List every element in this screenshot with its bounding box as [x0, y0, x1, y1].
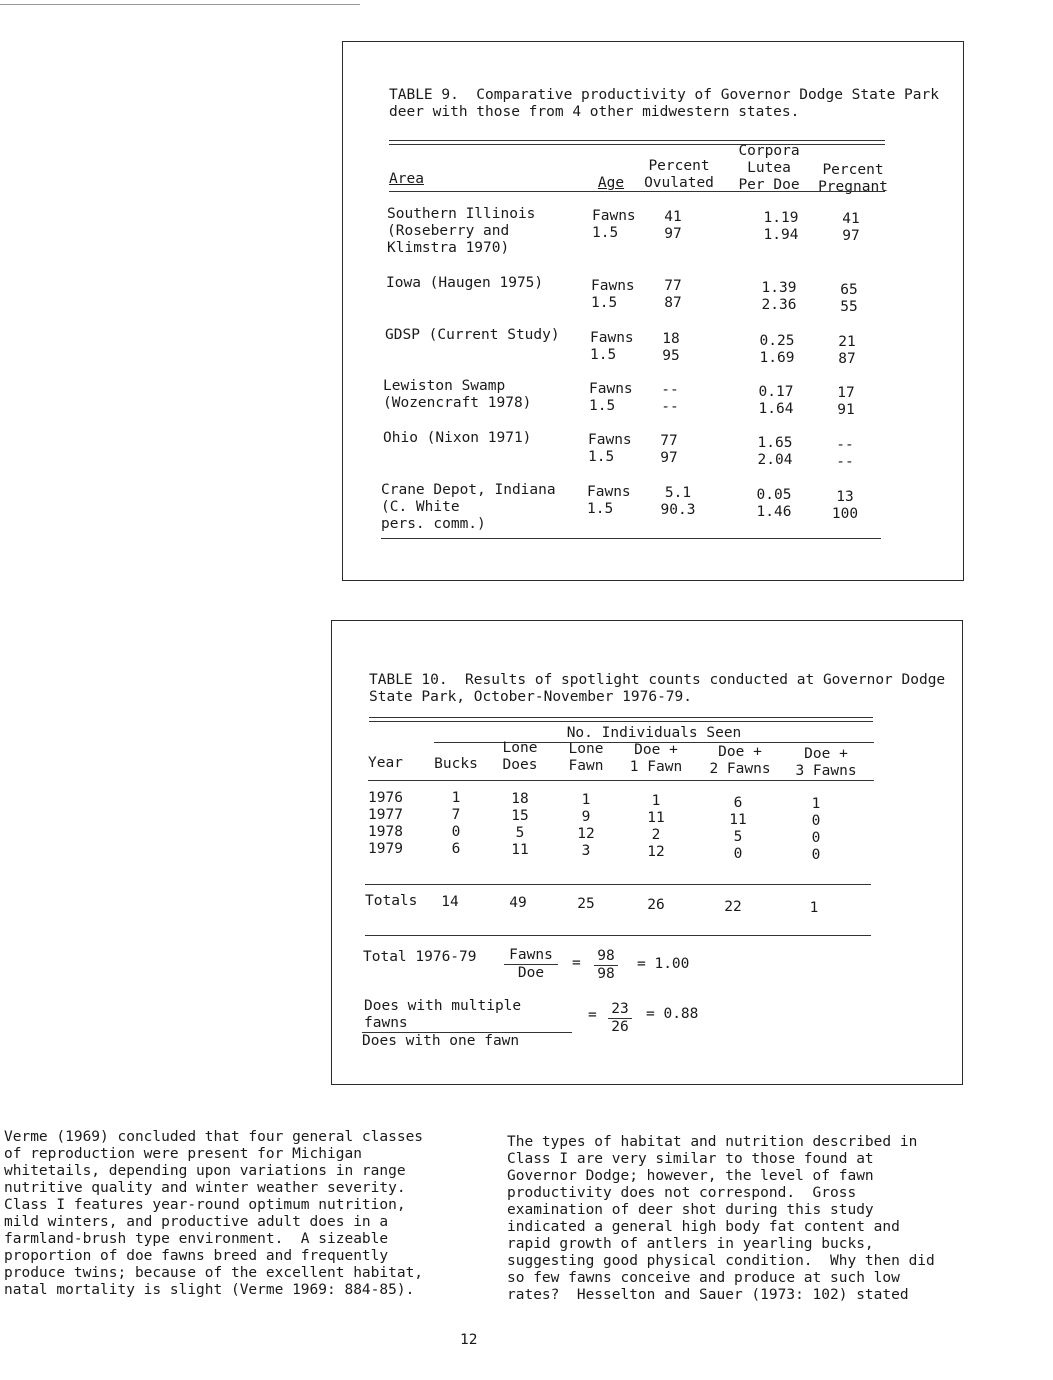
table-10-cell-lone-does: 5 — [515, 825, 525, 841]
table-9-caption-line1: TABLE 9. Comparative productivity of Governor Dodge State Park — [389, 87, 939, 103]
ratio-2-result: = 0.88 — [646, 1006, 699, 1022]
table-10-group-header: No. Individuals Seen — [566, 725, 742, 741]
table-10-cell-lone-fawn: 12 — [577, 826, 595, 842]
table-10-cell-doe-3-fawns: 0 — [811, 847, 821, 863]
body-text-left-column: Verme (1969) concluded that four general classes of reproduction were present for Michigan whitetails, depending upon variations in range nutritive quality and winter weather severity. Class I features year-round optimum nutrition, mild winters, and productive adult does in a farmland-brush type environment. A sizeable proportion of doe fawns breed and frequently produce twins; because of the excellent habitat, natal mortality is slight (Verme 1969: 884-85). — [4, 1129, 424, 1298]
ratio-2-fraction — [362, 998, 572, 1050]
table-10-total-doe-1-fawn: 26 — [647, 897, 665, 913]
table-10-cell-bucks: 7 — [451, 807, 461, 823]
table-9-cell-age: Fawns 1.5 — [592, 208, 636, 241]
table-9-bottom-rule — [381, 538, 881, 539]
ratio-1-equals: = — [572, 955, 581, 971]
scan-edge-line — [0, 4, 360, 5]
table-9-header-area: Area — [389, 171, 424, 187]
ratio-1-fraction-denominator: Doe — [517, 965, 545, 981]
table-9-cell-corpora: 1.19 1.94 — [763, 210, 799, 243]
table-10-caption-line1: TABLE 10. Results of spotlight counts conducted at Governor Dodge — [369, 672, 946, 688]
table-10-header-doe-1-fawn: Doe + 1 Fawn — [629, 742, 683, 775]
ratio-1-value-denominator: 98 — [597, 966, 615, 982]
table-9-cell-ovulated: 77 87 — [664, 278, 682, 311]
table-10-cell-bucks: 0 — [451, 824, 461, 840]
table-10-cell-doe-2-fawns: 0 — [733, 846, 743, 862]
table-9-cell-corpora: 0.05 1.46 — [756, 487, 792, 520]
table-10-header-doe-2-fawns: Doe + 2 Fawns — [709, 744, 771, 777]
table-10-cell-doe-2-fawns: 11 — [729, 812, 747, 828]
ratio-1-values — [594, 948, 618, 983]
table-9-header-pregnant: Percent Pregnant — [818, 162, 888, 195]
table-9-cell-age: Fawns 1.5 — [588, 432, 632, 465]
table-10-cell-year: 1977 — [368, 807, 403, 823]
table-10-cell-lone-fawn: 1 — [581, 792, 591, 808]
table-10-header-doe-3-fawns: Doe + 3 Fawns — [795, 746, 857, 779]
table-10-cell-bucks: 6 — [451, 841, 461, 857]
table-9-cell-area: Crane Depot, Indiana (C. White pers. comm.) — [381, 482, 556, 532]
table-10-cell-year: 1978 — [368, 824, 403, 840]
table-10-totals-rule-top — [365, 884, 871, 885]
table-9-cell-pregnant: 17 91 — [837, 385, 855, 418]
table-10-total-doe-3-fawns: 1 — [809, 900, 819, 916]
table-10-header-rule — [368, 780, 874, 781]
ratio-2-value-numerator: 23 — [608, 1001, 632, 1019]
table-9-cell-age: Fawns 1.5 — [590, 330, 634, 363]
ratio-1-fraction — [504, 947, 558, 982]
table-10-cell-lone-does: 18 — [511, 791, 529, 807]
table-10-total-bucks: 14 — [441, 894, 459, 910]
table-9-cell-pregnant: 41 97 — [842, 211, 860, 244]
table-10-cell-doe-3-fawns: 1 — [811, 796, 821, 812]
ratio-1-label: Total 1976-79 — [363, 949, 477, 965]
table-10-total-doe-2-fawns: 22 — [724, 899, 742, 915]
table-9-cell-ovulated: 77 97 — [660, 433, 678, 466]
table-9-box — [342, 41, 964, 581]
ratio-2-fraction-denominator: Does with one fawn — [362, 1033, 520, 1049]
table-9-cell-area: Lewiston Swamp (Wozencraft 1978) — [383, 378, 532, 411]
table-10-cell-doe-1-fawn: 2 — [651, 827, 661, 843]
table-9-cell-corpora: 0.25 1.69 — [759, 333, 795, 366]
table-10-box — [331, 620, 963, 1085]
table-10-header-lone-does: Lone Does — [502, 740, 538, 773]
table-9-cell-age: Fawns 1.5 — [589, 381, 633, 414]
ratio-2-fraction-numerator: Does with multiple fawns — [362, 998, 572, 1033]
table-9-cell-pregnant: -- -- — [836, 437, 854, 470]
table-9-header-corpora: Corpora Lutea Per Doe — [738, 143, 800, 193]
table-10-cell-doe-2-fawns: 5 — [733, 829, 743, 845]
table-10-cell-doe-3-fawns: 0 — [811, 830, 821, 846]
table-10-cell-lone-fawn: 9 — [581, 809, 591, 825]
table-9-cell-area: GDSP (Current Study) — [385, 327, 560, 343]
table-10-totals-label: Totals — [365, 893, 418, 909]
ratio-1-value-numerator: 98 — [594, 948, 618, 966]
table-9-header-ovulated: Percent Ovulated — [644, 158, 714, 191]
table-10-cell-lone-does: 15 — [511, 808, 529, 824]
table-9-cell-area: Ohio (Nixon 1971) — [383, 430, 532, 446]
ratio-2-value-denominator: 26 — [611, 1019, 629, 1035]
table-10-top-rule — [369, 717, 873, 722]
table-9-cell-corpora: 1.65 2.04 — [757, 435, 793, 468]
table-10-total-lone-fawn: 25 — [577, 896, 595, 912]
table-9-cell-ovulated: -- -- — [661, 382, 679, 415]
table-9-cell-area: Southern Illinois (Roseberry and Klimstra 1970) — [387, 206, 536, 256]
ratio-2-values — [608, 1001, 632, 1036]
table-10-cell-year: 1976 — [368, 790, 403, 806]
table-10-cell-doe-3-fawns: 0 — [811, 813, 821, 829]
table-10-header-bucks: Bucks — [434, 756, 478, 772]
table-9-cell-ovulated: 18 95 — [662, 331, 680, 364]
table-9-cell-corpora: 0.17 1.64 — [758, 384, 794, 417]
table-10-cell-lone-fawn: 3 — [581, 843, 591, 859]
table-9-cell-pregnant: 21 87 — [838, 334, 856, 367]
table-10-header-year: Year — [368, 755, 403, 771]
table-9-cell-area: Iowa (Haugen 1975) — [386, 275, 544, 291]
table-9-cell-pregnant: 65 55 — [840, 282, 858, 315]
table-9-caption-line2: deer with those from 4 other midwestern states. — [389, 104, 800, 120]
page-number: 12 — [460, 1332, 478, 1348]
table-9-cell-pregnant: 13 100 — [831, 489, 859, 522]
table-10-caption-line2: State Park, October-November 1976-79. — [369, 689, 693, 705]
table-10-cell-doe-2-fawns: 6 — [733, 795, 743, 811]
table-9-cell-age: Fawns 1.5 — [591, 278, 635, 311]
table-9-cell-ovulated: 5.1 90.3 — [660, 485, 696, 518]
table-10-totals-rule-bottom — [365, 935, 871, 936]
table-9-cell-ovulated: 41 97 — [664, 209, 682, 242]
table-10-cell-doe-1-fawn: 12 — [647, 844, 665, 860]
table-10-cell-doe-1-fawn: 11 — [647, 810, 665, 826]
table-10-cell-doe-1-fawn: 1 — [651, 793, 661, 809]
table-9-cell-corpora: 1.39 2.36 — [761, 280, 797, 313]
table-9-header-age: Age — [597, 175, 625, 191]
table-10-total-lone-does: 49 — [509, 895, 527, 911]
table-9-top-rule — [389, 140, 885, 145]
table-10-cell-bucks: 1 — [451, 790, 461, 806]
ratio-2-equals: = — [588, 1007, 597, 1023]
table-9-cell-age: Fawns 1.5 — [587, 484, 631, 517]
ratio-1-fraction-numerator: Fawns — [504, 947, 558, 965]
table-9-header-rule — [389, 191, 885, 192]
table-10-header-lone-fawn: Lone Fawn — [568, 741, 604, 774]
ratio-1-result: = 1.00 — [637, 956, 690, 972]
table-10-cell-year: 1979 — [368, 841, 403, 857]
table-10-cell-lone-does: 11 — [511, 842, 529, 858]
body-text-right-column: The types of habitat and nutrition described in Class I are very similar to those found at Governor Dodge; however, the level of fawn productivity does not correspond. Gross examination of deer shot during this study indicated a general high body fat content and rapid growth of antlers in yearling bucks, suggesting good physical condition. Why then did so few fawns conceive and produce at such low rates? Hesselton and Sauer (1973: 102) stated — [507, 1134, 935, 1303]
